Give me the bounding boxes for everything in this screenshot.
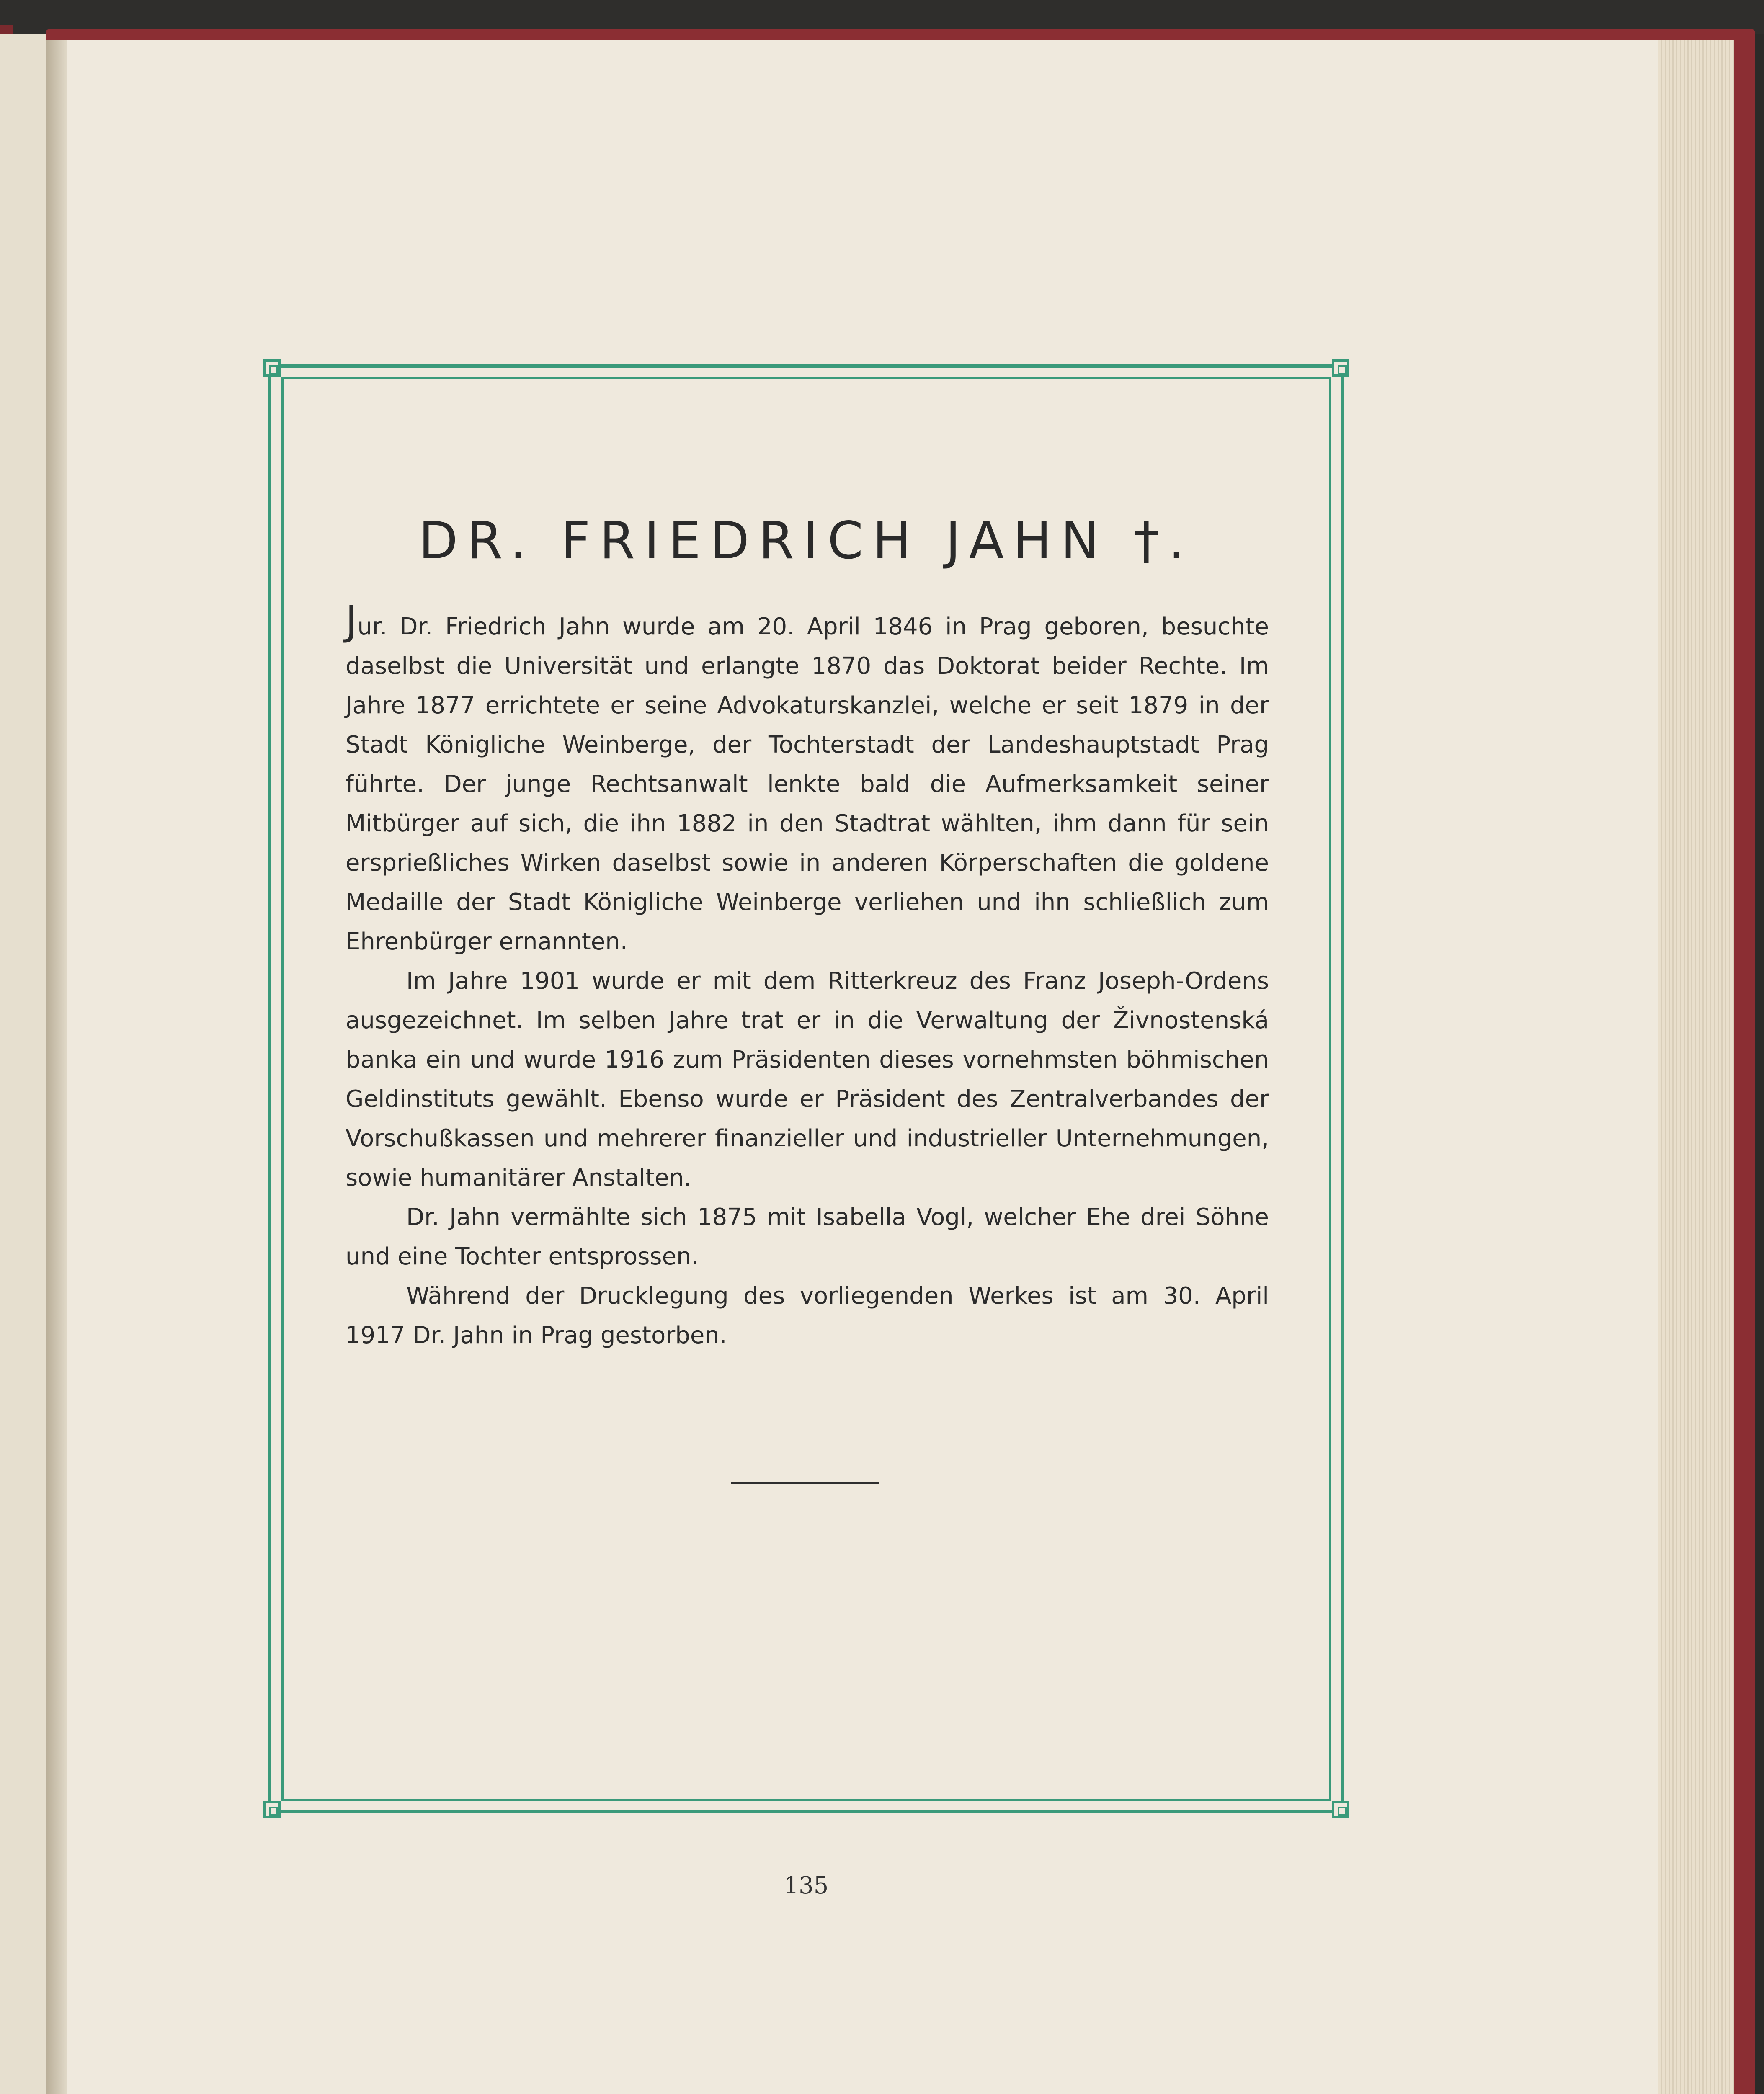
frame-corner-bottom-left bbox=[263, 1801, 281, 1818]
paragraph-3: Dr. Jahn vermählte sich 1875 mit Isabella Vogl, welcher Ehe drei Söhne und eine Tochter entsprossen. bbox=[346, 1204, 1269, 1270]
page-stack-edge bbox=[1658, 40, 1734, 2094]
page-title: DR. FRIEDRICH JAHN †. bbox=[418, 511, 1194, 570]
frame-corner-bottom-right bbox=[1332, 1801, 1349, 1818]
page-number: 135 bbox=[784, 1872, 829, 1899]
paragraph-2: Im Jahre 1901 wurde er mit dem Ritterkreuz des Franz Joseph-Ordens ausgezeichnet. Im selben Jahre trat er in die Verwaltung der Živnostenská banka ein und wurde 1916 zum Präsidenten dieses vornehmsten böhmischen Geldinstituts gewählt. Ebenso wurde er Präsident des Zentralverbandes der Vorschußkassen und mehrerer finanzieller und industrieller Unternehmungen, sowie humanitärer Anstalten. bbox=[346, 967, 1269, 1191]
background bbox=[0, 0, 1764, 34]
paragraph-1-text: ur. Dr. Friedrich Jahn wurde am 20. April 1846 in Prag geboren, besuchte daselbst die Universität und erlangte 1870 das Doktorat beider Rechte. Im Jahre 1877 errichtete er seine Advokaturskanzlei, welche er seit 1879 in der Stadt Königliche Weinberge, der Tochterstadt der Landeshauptstadt Prag führte. Der junge Rechtsanwalt lenkte bald die Aufmerksamkeit seiner Mitbürger auf sich, die ihn 1882 in den Stadtrat wählten, ihm dann für sein ersprießliches Wirken daselbst sowie in anderen Körperschaften die goldene Medaille der Stadt Königliche Weinberge verliehen und ihn schließlich zum Ehrenbürger ernannten. bbox=[346, 613, 1269, 955]
frame-corner-top-right bbox=[1332, 359, 1349, 377]
paragraph-4: Während der Drucklegung des vorliegenden Werkes ist am 30. April 1917 Dr. Jahn in Prag gestorben. bbox=[346, 1282, 1269, 1349]
drop-cap: J bbox=[346, 597, 358, 644]
body-text bbox=[346, 597, 1269, 1355]
closing-rule bbox=[731, 1482, 879, 1484]
frame-corner-top-left bbox=[263, 359, 281, 377]
paragraph-1 bbox=[346, 597, 1269, 962]
